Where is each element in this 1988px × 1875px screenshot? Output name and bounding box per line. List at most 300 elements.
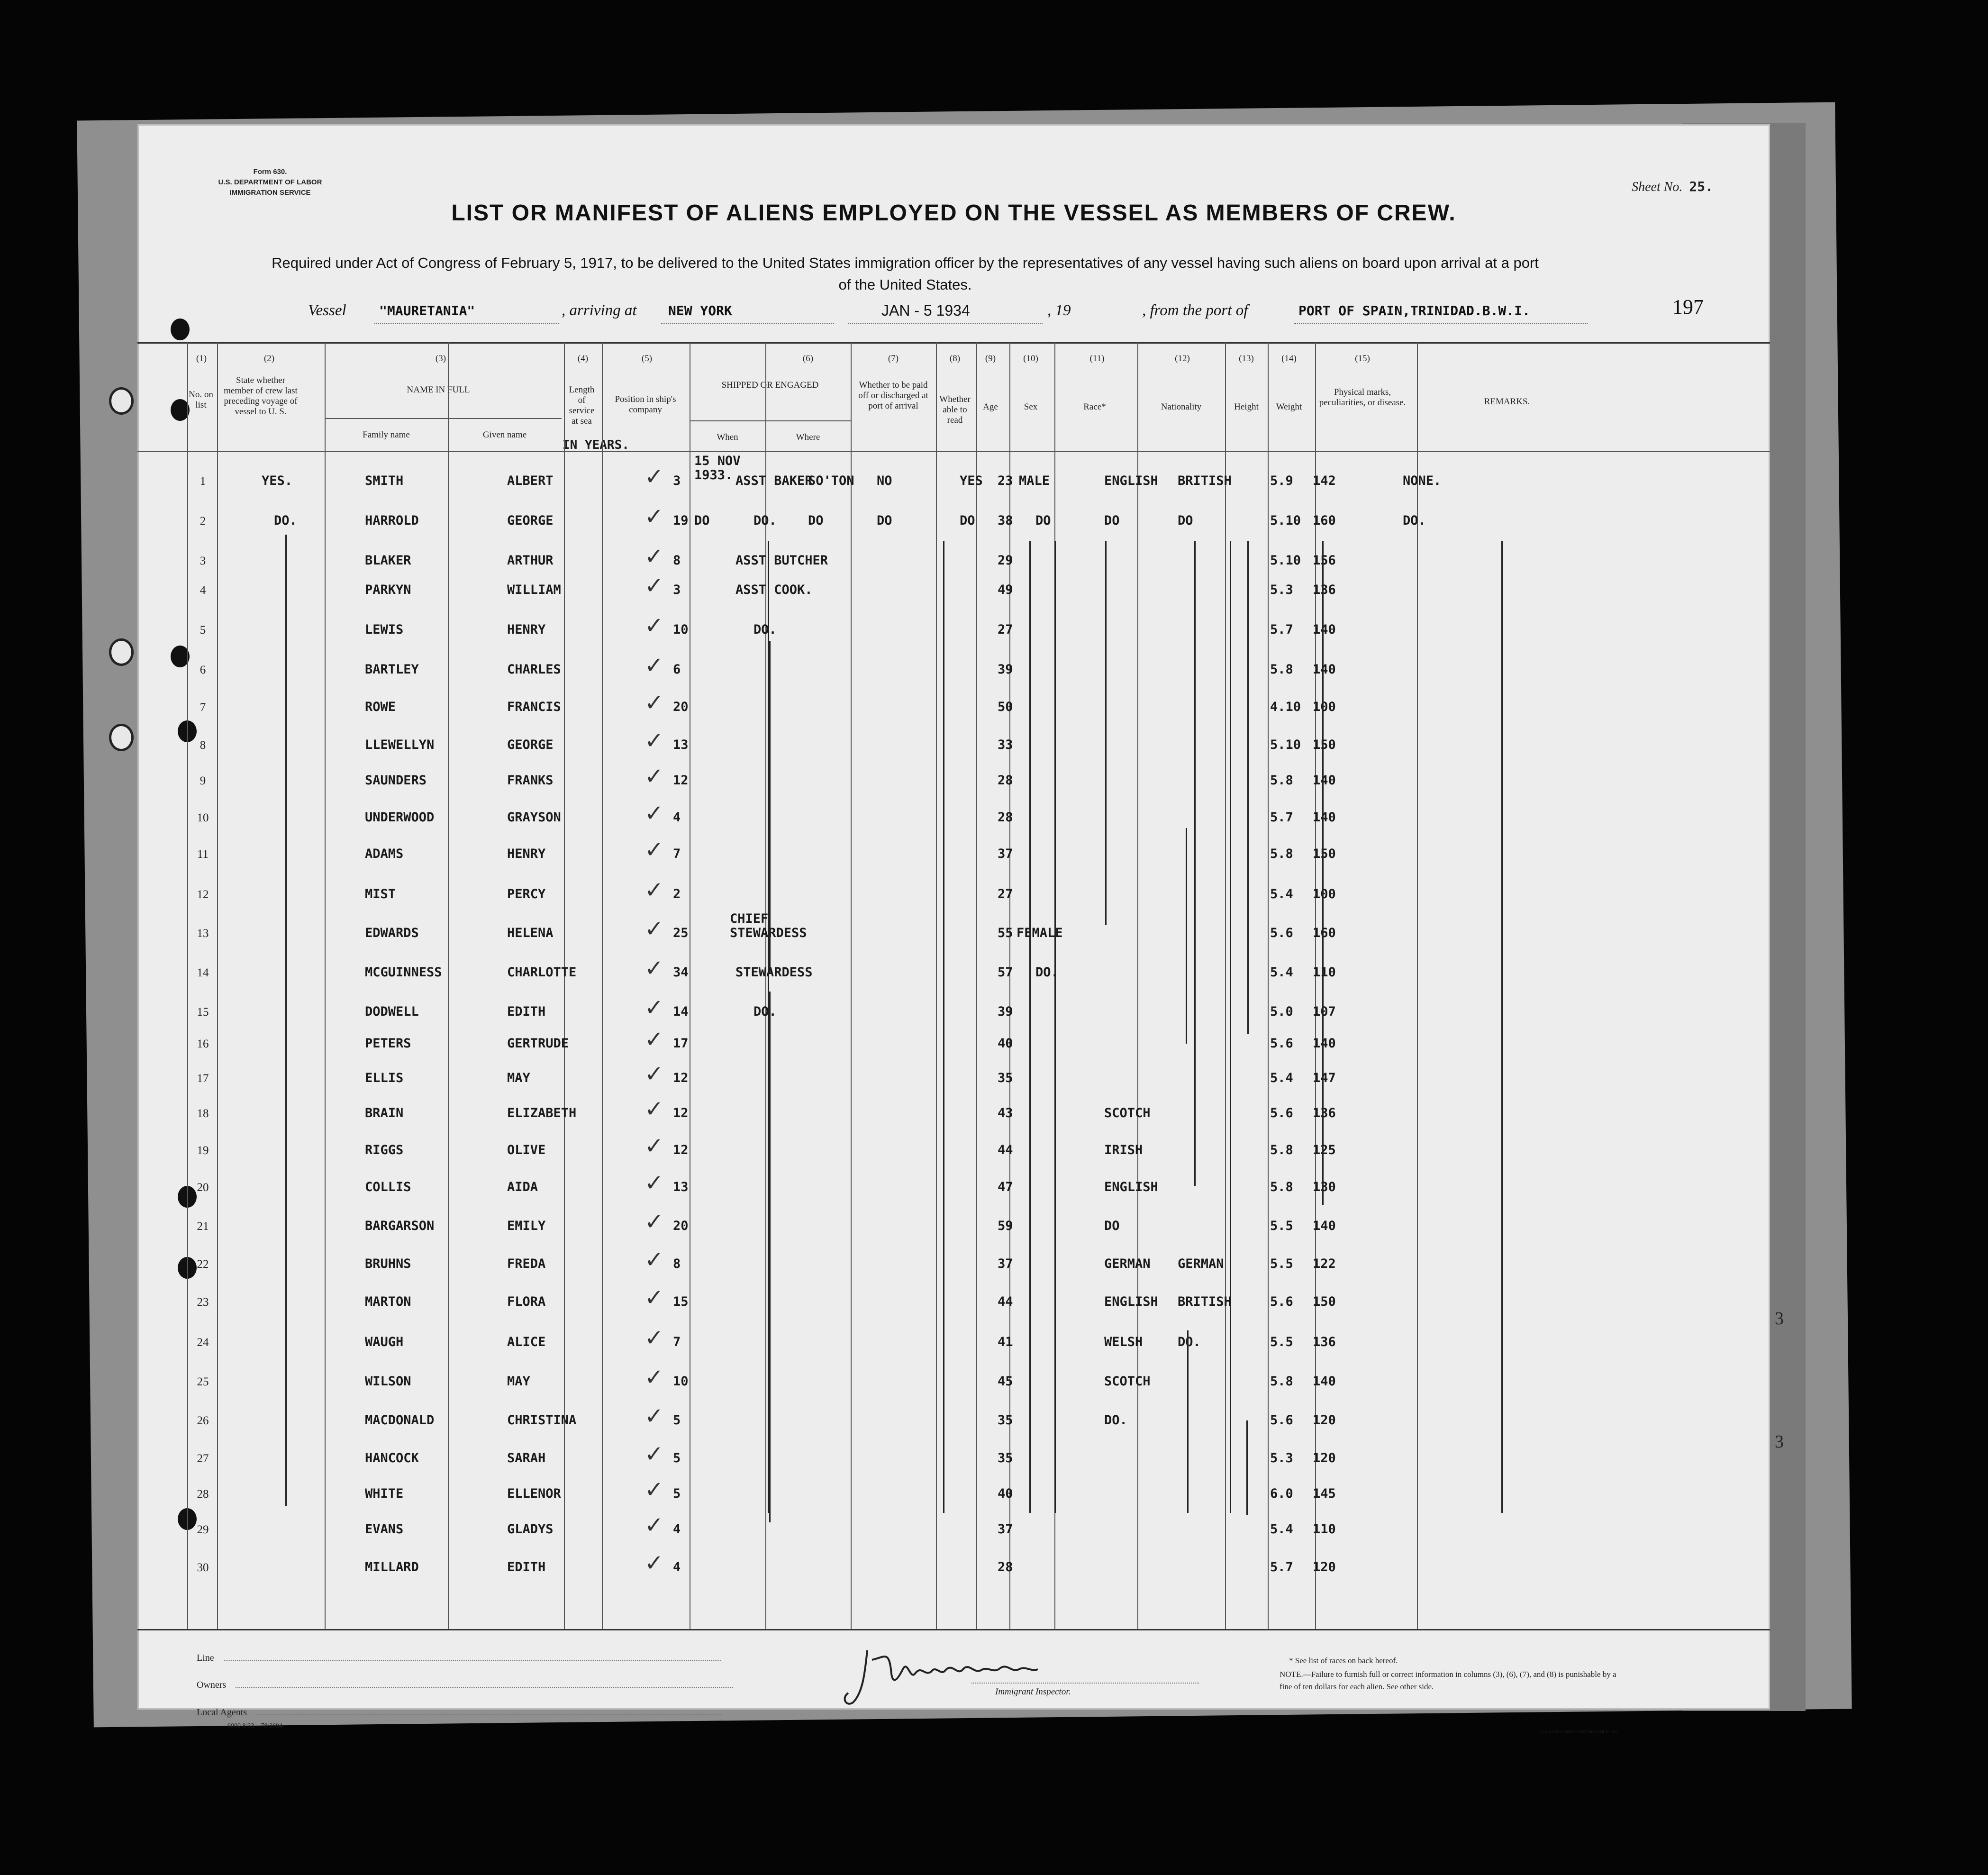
column-number: (5) [641,354,653,364]
check-mark: ✓ [645,800,664,827]
row-number: 16 [197,1038,209,1050]
cell-height: 5.6 [1270,1294,1293,1309]
column-rule [564,342,565,1629]
check-mark: ✓ [645,1325,664,1351]
column-rule [976,342,977,1629]
cell-weight: 100 [1313,887,1336,901]
row-number: 25 [197,1375,209,1388]
vessel-label: Vessel [308,302,346,319]
header-position: Position in ship's company [615,394,676,415]
cell-given: GERTRUDE [507,1036,569,1051]
cell-height: 5.8 [1270,1374,1293,1389]
cell-height: 5.7 [1270,1560,1293,1575]
cell-weight: 140 [1313,773,1336,788]
cell-age: 38 [998,513,1013,528]
cell-height: 5.3 [1270,1451,1293,1465]
cell-race: GERMAN [1104,1256,1151,1271]
header-able-read: Whether able to read [939,394,971,425]
cell-nationality: GERMAN [1178,1256,1224,1271]
cell-years: 4 [673,1560,681,1575]
cell-family: BLAKER [365,553,411,568]
punch-hole-ring [109,387,134,415]
cell-paid: DO [877,513,892,528]
cell-years: 7 [673,1335,681,1349]
cell-race: WELSH [1104,1335,1143,1349]
cell-family: EDWARDS [365,926,419,940]
row-number: 27 [197,1452,209,1465]
cell-family: BARTLEY [365,662,419,677]
cell-age: 35 [998,1451,1013,1465]
check-mark: ✓ [645,728,664,754]
row-number: 9 [200,774,206,787]
cell-given: ELLENOR [507,1486,561,1501]
cell-age: 27 [998,622,1013,637]
column-number: (14) [1281,354,1297,364]
cell-read: DO [960,513,975,528]
cell-age: 23 [998,473,1013,488]
cell-age: 50 [998,700,1013,714]
cell-family: WAUGH [365,1335,404,1349]
row-number: 26 [197,1414,209,1427]
margin-mark: 3 [1775,1432,1784,1452]
column-number: (6) [802,354,814,364]
cell-position: STEWARDESS [735,965,813,980]
cell-age: 37 [998,846,1013,861]
column-number: (3) [435,354,446,364]
cell-weight: 140 [1313,1374,1336,1389]
row-number: 22 [197,1258,209,1271]
header-sex: Sex [1024,402,1038,412]
cell-race: IRISH [1104,1143,1143,1157]
row-number: 13 [197,927,209,940]
row-number: 20 [197,1181,209,1194]
cell-given: GLADYS [507,1522,554,1537]
cell-family: MIST [365,887,396,901]
column-rule [765,342,766,1629]
owners-label: Owners [197,1680,227,1690]
check-mark: ✓ [645,916,664,942]
cell-height: 5.10 [1270,737,1301,752]
races-note: * See list of races on back hereof. [1289,1656,1398,1665]
cell-weight: 107 [1313,1004,1336,1019]
row-number: 21 [197,1220,209,1233]
check-mark: ✓ [645,955,664,982]
cell-age: 27 [998,887,1013,901]
cell-when: 15 NOV 1933. [694,454,741,482]
cell-height: 5.7 [1270,622,1293,637]
cell-given: AIDA [507,1180,538,1194]
cell-years: 7 [673,846,681,861]
check-mark: ✓ [645,877,664,903]
cell-weight: 100 [1313,700,1336,714]
cell-given: ALICE [507,1335,546,1349]
check-mark: ✓ [645,1133,664,1159]
cell-family: MARTON [365,1294,411,1309]
row-number: 14 [197,966,209,979]
document-title: LIST OR MANIFEST OF ALIENS EMPLOYED ON THE VESSEL AS MEMBERS OF CREW. [451,200,1456,226]
cell-position: DO. [753,1004,777,1019]
cell-age: 47 [998,1180,1013,1194]
cell-years: 14 [673,1004,689,1019]
column-rule [448,342,449,1629]
cell-height: 5.5 [1270,1219,1293,1233]
vessel-line [308,302,1711,326]
owners-field [197,1680,733,1691]
cell-position: ASST BUTCHER [735,553,828,568]
cell-race: DO. [1104,1413,1127,1428]
cell-family: SMITH [365,473,404,488]
row-number: 24 [197,1336,209,1349]
cell-race: SCOTCH [1104,1374,1151,1389]
cell-family: ROWE [365,700,396,714]
cell-weight: 136 [1313,1106,1336,1120]
page-number: 197 [1672,295,1704,319]
cell-sex: DO. [1035,965,1059,980]
column-number: (12) [1175,354,1190,364]
cell-years: 17 [673,1036,689,1051]
check-mark: ✓ [645,1209,664,1235]
cell-years: 4 [673,1522,681,1537]
check-mark: ✓ [645,1061,664,1087]
check-mark: ✓ [645,1476,664,1503]
cell-family: DODWELL [365,1004,419,1019]
cell-race: ENGLISH [1104,473,1158,488]
header-name-in-full: NAME IN FULL [407,385,470,395]
column-rule [1225,342,1226,1629]
row-number: 28 [197,1488,209,1501]
cell-given: EDITH [507,1004,546,1019]
cell-family: PETERS [365,1036,411,1051]
check-mark: ✓ [645,503,664,530]
header-given-name: Given name [482,430,527,440]
cell-years: 5 [673,1451,681,1465]
sheet-number [1632,179,1713,195]
header-shipped: SHIPPED OR ENGAGED [721,380,819,390]
column-number: (2) [263,354,275,364]
column-rule [1009,342,1010,1629]
cell-weight: 160 [1313,926,1336,940]
row-number: 4 [200,584,206,597]
cell-age: 40 [998,1036,1013,1051]
cell-years: 8 [673,1256,681,1271]
punch-hole-ring [109,724,134,751]
cell-family: SAUNDERS [365,773,427,788]
cell-height: 5.8 [1270,662,1293,677]
cell-given: SARAH [507,1451,546,1465]
row-number: 15 [197,1006,209,1019]
cell-age: 43 [998,1106,1013,1120]
header-length-units: IN YEARS. [563,438,629,452]
row-number: 6 [200,664,206,676]
vessel-name: "MAURETANIA" [379,303,475,319]
punch-hole [171,399,190,421]
cell-position: DO. [753,622,777,637]
punch-hole [171,646,190,667]
cell-height: 5.8 [1270,1143,1293,1157]
cell-family: MCGUINNESS [365,965,442,980]
cell-weight: 140 [1313,662,1336,677]
check-mark: ✓ [645,543,664,570]
cell-height: 5.4 [1270,887,1293,901]
arrival-date-stamp: JAN - 5 1934 [881,302,970,319]
column-number: (7) [888,354,899,364]
row-number: 29 [197,1523,209,1536]
cell-weight: 147 [1313,1071,1336,1085]
cell-race: ENGLISH [1104,1294,1158,1309]
cell-age: 45 [998,1374,1013,1389]
cell-given: CHARLES [507,662,561,677]
cell-years: 5 [673,1413,681,1428]
cell-given: GRAYSON [507,810,561,825]
check-mark: ✓ [645,1170,664,1196]
fine-note: NOTE.—Failure to furnish full or correct information in columns (3), (6), (7), and (8) is punishable by a fine of ten dollars for each alien. See other side. [1280,1670,1616,1691]
line-field [197,1653,721,1664]
cell-height: 5.8 [1270,846,1293,861]
cell-age: 59 [998,1219,1013,1233]
inspector-label: Immigrant Inspector. [995,1687,1071,1697]
column-rule [217,342,218,1629]
cell-weight: 125 [1313,1143,1336,1157]
row-number: 11 [197,848,209,861]
column-rule [325,342,326,1629]
cell-given: MAY [507,1374,530,1389]
agents-label: Local Agents [197,1707,247,1718]
cell-years: 13 [673,1180,689,1194]
cell-physical: DO. [1403,513,1426,528]
column-number: (13) [1239,354,1254,364]
cell-given: FLORA [507,1294,546,1309]
cell-age: 40 [998,1486,1013,1501]
header-height: Height [1234,402,1259,412]
service-name: IMMIGRATION SERVICE [229,189,311,197]
arriving-label: , arriving at [562,302,637,319]
cell-given: FREDA [507,1256,546,1271]
column-rule [1137,342,1138,1629]
form-identification [137,167,403,198]
cell-given: WILLIAM [507,583,561,597]
header-state-member: State whether member of crew last preceding voyage of vessel to U. S. [224,375,298,417]
header-where: Where [796,432,820,442]
column-rule [851,342,852,1629]
manifest-page [137,124,1770,1734]
cell-age: 33 [998,737,1013,752]
cell-family: MILLARD [365,1560,419,1575]
cell-years: 12 [673,1071,689,1085]
cell-race: DO [1104,1219,1120,1233]
cell-age: 28 [998,810,1013,825]
cell-years: 6 [673,662,681,677]
column-number: (10) [1023,354,1038,364]
cell-weight: 140 [1313,810,1336,825]
cell-years: 12 [673,1143,689,1157]
cell-age: 39 [998,1004,1013,1019]
port-label: , from the port of [1142,302,1248,319]
cell-height: 6.0 [1270,1486,1293,1501]
cell-height: 5.6 [1270,926,1293,940]
check-mark: ✓ [645,1026,664,1053]
cell-weight: 145 [1313,1486,1336,1501]
cell-given: HENRY [507,622,546,637]
check-mark: ✓ [645,763,664,790]
cell-age: 29 [998,553,1013,568]
cell-years: 10 [673,1374,689,1389]
cell-race: SCOTCH [1104,1106,1151,1120]
header-nationality: Nationality [1161,402,1202,412]
row-number: 23 [197,1296,209,1309]
cell-height: 5.0 [1270,1004,1293,1019]
cell-given: GEORGE [507,513,554,528]
header-no-on-list: No. on list [189,390,213,410]
header-weight: Weight [1276,402,1302,412]
cell-sex: DO [1035,513,1051,528]
cell-family: BRUHNS [365,1256,411,1271]
cell-weight: 150 [1313,1294,1336,1309]
cell-height: 5.8 [1270,1180,1293,1194]
cell-given: HELENA [507,926,554,940]
cell-state: YES. [262,473,293,488]
print-code: 6000 8/33—78/3694 [227,1722,283,1729]
header-race: Race* [1083,402,1106,412]
cell-sex: MALE [1019,473,1050,488]
row-number: 2 [200,515,206,528]
cell-age: 55 [998,926,1013,940]
header-age: Age [983,402,998,412]
cell-family: BRAIN [365,1106,404,1120]
printing-office: U. S. GOVERNMENT PRINTING OFFICE: 1933 [1540,1730,1618,1734]
check-mark: ✓ [645,1550,664,1576]
column-number: (11) [1089,354,1105,364]
cell-weight: 110 [1313,965,1336,980]
cell-race: ENGLISH [1104,1180,1158,1194]
header-paid-off: Whether to be paid off or discharged at port of arrival [858,380,928,411]
cell-height: 5.6 [1270,1036,1293,1051]
cell-weight: 140 [1313,622,1336,637]
cell-age: 35 [998,1413,1013,1428]
cell-height: 5.8 [1270,773,1293,788]
column-rule [1417,342,1418,1629]
cell-height: 5.4 [1270,1071,1293,1085]
check-mark: ✓ [645,464,664,490]
cell-given: EMILY [507,1219,546,1233]
cell-age: 44 [998,1143,1013,1157]
cell-nationality: BRITISH [1178,1294,1232,1309]
cell-given: FRANKS [507,773,554,788]
cell-given: FRANCIS [507,700,561,714]
cell-height: 5.10 [1270,553,1301,568]
cell-height: 5.10 [1270,513,1301,528]
column-number: (1) [196,354,207,364]
cell-years: 19 [673,513,689,528]
header-physical: Physical marks, peculiarities, or disease. [1319,387,1406,408]
cell-years: 12 [673,773,689,788]
cell-nationality: DO. [1178,1335,1201,1349]
agents-field [197,1707,721,1718]
column-rule [1268,342,1269,1629]
check-mark: ✓ [645,652,664,679]
cell-given: OLIVE [507,1143,546,1157]
cell-position: ASST BAKER [735,473,813,488]
cell-years: 25 [673,926,689,940]
cell-when: DO [694,513,710,528]
cell-family: BARGARSON [365,1219,435,1233]
cell-weight: 136 [1313,1335,1336,1349]
cell-weight: 150 [1313,737,1336,752]
cell-years: 5 [673,1486,681,1501]
punch-hole [171,319,190,340]
check-mark: ✓ [645,1512,664,1538]
department-name: U.S. DEPARTMENT OF LABOR [218,178,322,186]
row-number: 1 [200,475,206,488]
cell-years: 13 [673,737,689,752]
cell-given: ELIZABETH [507,1106,577,1120]
document-subtitle: Required under Act of Congress of February 5, 1917, to be delivered to the United States immigration officer by the representatives of any vessel having such aliens on board upon arrival at a port of the United States. [272,255,1539,293]
cell-weight: 130 [1313,1180,1336,1194]
cell-family: LEWIS [365,622,404,637]
column-rule [602,342,603,1629]
form-number: Form 630. [253,168,287,176]
cell-where: DO [808,513,824,528]
cell-weight: 120 [1313,1451,1336,1465]
cell-weight: 150 [1313,846,1336,861]
column-number: (15) [1355,354,1370,364]
row-number: 17 [197,1072,209,1085]
cell-height: 5.5 [1270,1256,1293,1271]
check-mark: ✓ [645,837,664,863]
sheet-number-label: Sheet No. [1632,180,1683,194]
check-mark: ✓ [645,612,664,639]
departure-port: PORT OF SPAIN,TRINIDAD.B.W.I. [1298,303,1530,319]
cell-age: 44 [998,1294,1013,1309]
cell-height: 5.6 [1270,1106,1293,1120]
cell-height: 5.4 [1270,1522,1293,1537]
check-mark: ✓ [645,1247,664,1273]
cell-race: DO [1104,513,1120,528]
cell-age: 28 [998,773,1013,788]
row-number: 3 [200,555,206,567]
row-number: 10 [197,811,209,824]
column-number: (4) [577,354,589,364]
check-mark: ✓ [645,1441,664,1467]
cell-family: HANCOCK [365,1451,419,1465]
cell-weight: 160 [1313,513,1336,528]
cell-weight: 120 [1313,1560,1336,1575]
cell-years: 20 [673,700,689,714]
row-number: 5 [200,624,206,637]
row-number: 12 [197,888,209,901]
cell-weight: 142 [1313,473,1336,488]
check-mark: ✓ [645,690,664,716]
cell-age: 35 [998,1071,1013,1085]
cell-weight: 120 [1313,1413,1336,1428]
cell-age: 41 [998,1335,1013,1349]
cell-years: 10 [673,622,689,637]
cell-where: SO'TON [808,473,854,488]
cell-physical: NONE. [1403,473,1442,488]
cell-nationality: DO [1178,513,1193,528]
row-number: 7 [200,701,206,714]
cell-paid: NO [877,473,892,488]
cell-given: ALBERT [507,473,554,488]
column-number: (9) [985,354,996,364]
cell-given: HENRY [507,846,546,861]
cell-position: ASST COOK. [735,583,813,597]
cell-family: MACDONALD [365,1413,435,1428]
cell-family: LLEWELLYN [365,737,435,752]
cell-age: 28 [998,1560,1013,1575]
inspector-signature [839,1631,1085,1717]
cell-height: 5.7 [1270,810,1293,825]
cell-weight: 122 [1313,1256,1336,1271]
